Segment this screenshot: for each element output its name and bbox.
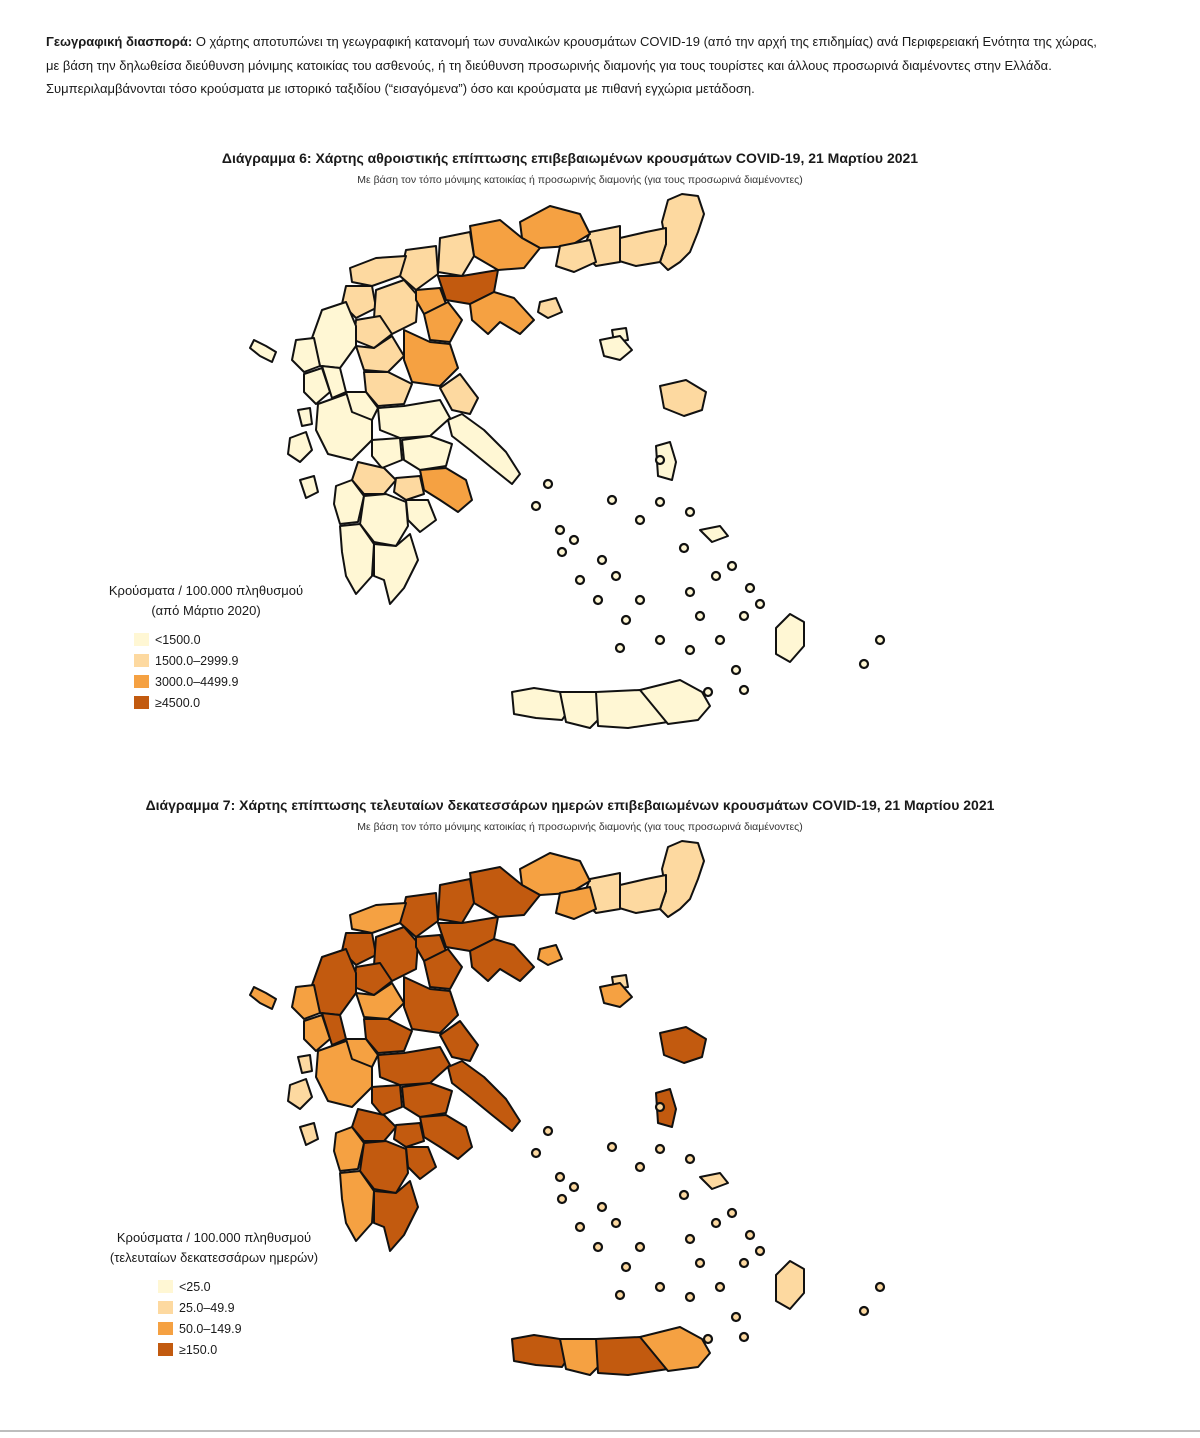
region-lesvos	[660, 1027, 706, 1063]
region-chalkidiki	[470, 939, 534, 981]
map7-subtitle: Με βάση τον τόπο μόνιμης κατοικίας ή προσωρινής διαμονής (για τους προσωρινά διαμένοντες)	[357, 821, 803, 833]
legend-swatch	[158, 1301, 173, 1314]
legend-label: 3000.0–4499.9	[155, 674, 239, 689]
island-dot	[544, 1127, 552, 1135]
island-dot	[686, 1293, 694, 1301]
island-dot	[740, 1333, 748, 1341]
region-rodopi	[616, 875, 666, 913]
legend-label: <25.0	[179, 1279, 211, 1294]
map6-legend-title: Κρούσματα / 100.000 πληθυσμού	[108, 583, 304, 598]
island-dot	[570, 1183, 578, 1191]
legend-label: <1500.0	[155, 632, 201, 647]
legend-swatch	[158, 1280, 173, 1293]
map7-legend-title: Κρούσματα / 100.000 πληθυσμού	[116, 1230, 312, 1245]
legend-swatch	[158, 1322, 173, 1335]
map7-title: Διάγραμμα 7: Χάρτης επίπτωσης τελευταίων δεκατεσσάρων ημερών επιβεβαιωμένων κρουσμάτων COVID-19, 21 Μαρτίου 2021	[145, 797, 995, 813]
island-dot	[598, 1203, 606, 1211]
island-dot	[732, 1313, 740, 1321]
map6-legend-subtitle: (από Μάρτιο 2020)	[151, 603, 261, 618]
island-dot	[656, 1283, 664, 1291]
island-dot	[746, 1231, 754, 1239]
map7-legend-subtitle: (τελευταίων δεκατεσσάρων ημερών)	[109, 1250, 319, 1265]
legend-label: ≥4500.0	[155, 695, 201, 710]
map7-legend-item	[158, 1339, 364, 1360]
island-dot	[656, 1145, 664, 1153]
island-dot	[636, 1163, 644, 1171]
island-dot	[740, 1259, 748, 1267]
map6-subtitle: Με βάση τον τόπο μόνιμης κατοικίας ή προσωρινής διαμονής (για τους προσωρινά διαμένοντες)	[357, 174, 803, 186]
region-kefallonia	[288, 1079, 312, 1109]
region-evia	[448, 1061, 520, 1131]
island-dot	[612, 1219, 620, 1227]
region-zakynthos	[300, 1123, 318, 1145]
page-bottom-rule	[0, 1430, 1200, 1432]
legend-label: ≥150.0	[179, 1342, 218, 1357]
island-dot	[616, 1291, 624, 1299]
region-fokida	[372, 1085, 402, 1115]
map7-legend-item	[158, 1276, 364, 1297]
island-dot	[622, 1263, 630, 1271]
region-rodos	[776, 1261, 804, 1309]
legend-label: 25.0–49.9	[179, 1300, 235, 1315]
legend-swatch	[158, 1343, 173, 1356]
island-dot	[756, 1247, 764, 1255]
island-dot	[680, 1191, 688, 1199]
island-dot	[860, 1307, 868, 1315]
region-kavala	[556, 887, 596, 919]
island-dot	[656, 1103, 664, 1111]
region-lefkada	[298, 1055, 312, 1073]
island-dot	[558, 1195, 566, 1203]
legend-label: 50.0–149.9	[179, 1321, 242, 1336]
map7-legend	[64, 1228, 364, 1360]
map6-title: Διάγραμμα 6: Χάρτης αθροιστικής επίπτωσης επιβεβαιωμένων κρουσμάτων COVID-19, 21 Μαρτίου 2021	[221, 150, 919, 166]
island-dot	[696, 1259, 704, 1267]
map7-legend-item	[158, 1297, 364, 1318]
island-dot	[594, 1243, 602, 1251]
island-dot	[608, 1143, 616, 1151]
island-dot	[704, 1335, 712, 1343]
region-korinthia	[394, 1123, 424, 1147]
region-voiotia	[402, 1083, 452, 1117]
region-thesprotia	[292, 985, 320, 1019]
map7-legend-item	[158, 1318, 364, 1339]
island-dot	[532, 1149, 540, 1157]
island-dot	[636, 1243, 644, 1251]
region-argolida	[406, 1147, 436, 1179]
island-dot	[556, 1173, 564, 1181]
island-dot	[728, 1209, 736, 1217]
island-dot	[716, 1283, 724, 1291]
legend-label: 1500.0–2999.9	[155, 653, 239, 668]
intro-label: Γεωγραφική διασπορά:	[46, 34, 193, 49]
region-kerkyra	[250, 987, 276, 1009]
island-dot	[576, 1223, 584, 1231]
island-dot	[876, 1283, 884, 1291]
intro-text: Ο χάρτης αποτυπώνει τη γεωγραφική κατανομή των συναλικών κρουσμάτων COVID-19 (από την αρχή της επιδημίας) ανά Περιφερειακή Ενότητα της χώρας, με βάση την δηλωθείσα διεύθυνση μόνιμης κατοικίας του ασθενούς, ή τη διεύθυνση προσωρινής διαμονής για τους τουρίστες και άλλους προσωρινά διαμένοντες στην Ελλάδα. Συμπεριλαμβάνονται τόσο κρούσματα με ιστορικό ταξιδίου (“εισαγόμενα”) όσο και κρούσματα με πιθανή εγχώρια μετάδοση.	[46, 34, 1097, 96]
region-kilkis	[438, 879, 474, 923]
island-dot	[686, 1235, 694, 1243]
island-dot	[686, 1155, 694, 1163]
region-thasos	[538, 945, 562, 965]
island-dot	[712, 1219, 720, 1227]
region-samos	[700, 1173, 728, 1189]
